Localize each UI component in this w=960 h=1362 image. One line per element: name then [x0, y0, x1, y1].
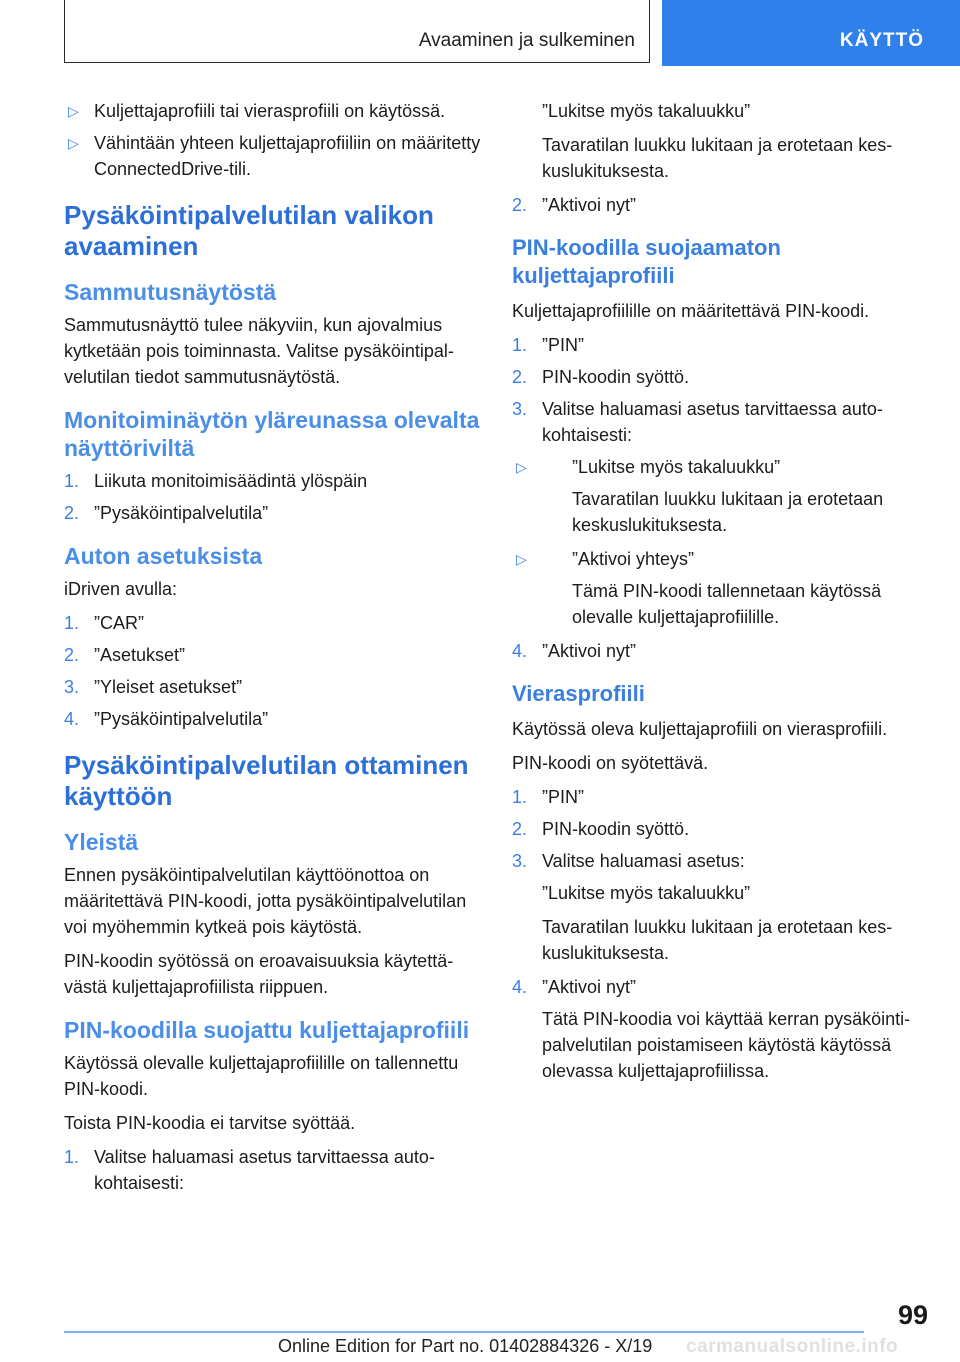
paragraph: Ennen pysäköintipalvelutilan käyttöönottoa on määritettävä PIN-koodi, jotta pysäköintipalvelutilan voi myöhemmin kytkeä pois käytöstä. [64, 865, 467, 937]
chapter-tab[interactable] [662, 0, 960, 66]
heading-guest-profile: Vierasprofiili [512, 681, 645, 706]
step-item: 1. ”PIN” [512, 787, 584, 807]
option-description: Tätä PIN-koodia voi käyttää kerran pysäköintipalvelutilan poistamiseen käytöstä käytössä olevassa kuljettajaprofiilissa. [542, 1009, 911, 1081]
step-item: 2. ”Aktivoi nyt” [512, 195, 637, 215]
list-item: ▷ Vähintään yhteen kuljettajaprofiiliin on määritetty ConnectedDrive-tili. [64, 130, 484, 182]
step-item: 2. ”Pysäköintipalvelutila” [64, 503, 269, 523]
heading-unprotected-profile: PIN-koodilla suojaamaton kuljettajaprofiili [512, 235, 781, 288]
heading-general: Yleistä [64, 829, 139, 855]
triangle-bullet-icon: ▷ [516, 459, 527, 475]
sub-list-item: ▷ ”Aktivoi yhteys” [512, 546, 932, 572]
paragraph: PIN-koodin syötössä on eroavaisuuksia käytettävästä kuljettajaprofiilista riippuen. [64, 951, 454, 997]
step-item: 3. Valitse haluamasi asetus tarvittaessa autokohtaisesti: [512, 399, 883, 445]
step-item: 1. Valitse haluamasi asetus tarvittaessa autokohtaisesti: [64, 1147, 435, 1193]
option-description: Tavaratilan luukku lukitaan ja erotetaan keskuslukituksesta. [542, 917, 893, 963]
sub-list-item: ▷ ”Lukitse myös takaluukku” [512, 454, 932, 480]
step-item: 2. PIN-koodin syöttö. [512, 819, 690, 839]
step-item: 4. ”Aktivoi nyt” [512, 977, 637, 997]
step-item: 3. ”Yleiset asetukset” [64, 677, 243, 697]
option-description: Tämä PIN-koodi tallennetaan käytössä olevalle kuljettajaprofiilille. [572, 581, 882, 627]
option-description: Tavaratilan luukku lukitaan ja erotetaan keskuslukituksesta. [542, 135, 893, 181]
step-item: 4. ”Aktivoi nyt” [512, 641, 637, 661]
step-item: 1. ”PIN” [512, 335, 584, 355]
option-label: ”Lukitse myös takaluukku” [542, 101, 751, 121]
heading-car-settings: Auton asetuksista [64, 543, 263, 569]
footer-edition: Online Edition for Part no. 01402884326 - X/19 [278, 1336, 653, 1356]
triangle-bullet-icon: ▷ [516, 551, 527, 567]
triangle-bullet-icon: ▷ [68, 135, 79, 151]
step-item: 4. ”Pysäköintipalvelutila” [64, 709, 269, 729]
paragraph: Kuljettajaprofiilille on määritettävä PIN-koodi. [512, 301, 870, 321]
page-number: 99 [898, 1300, 929, 1330]
step-item: 1. ”CAR” [64, 613, 144, 633]
option-description: Tavaratilan luukku lukitaan ja erotetaan keskuslukituksesta. [572, 489, 884, 535]
chapter-tab-label: KÄYTTÖ [839, 30, 924, 51]
triangle-bullet-icon: ▷ [68, 103, 79, 119]
right-column [512, 98, 932, 1092]
left-column [64, 98, 484, 1202]
step-item: 1. Liikuta monitoimisäädintä ylöspäin [64, 471, 368, 491]
watermark: carmanualsonline.info [686, 1336, 899, 1357]
paragraph: iDriven avulla: [64, 579, 178, 599]
heading-protected-profile: PIN-koodilla suojattu kuljettajaprofiili [64, 1017, 470, 1043]
section-title: Avaaminen ja sulkeminen [418, 30, 635, 51]
step-item: 2. PIN-koodin syöttö. [512, 367, 690, 387]
paragraph: Käytössä oleva kuljettajaprofiili on vierasprofiili. [512, 719, 888, 739]
heading-shutdown: Sammutusnäytöstä [64, 279, 277, 305]
paragraph: Käytössä olevalle kuljettajaprofiilille on tallennettu PIN-koodi. [64, 1053, 459, 1099]
step-item: 2. ”Asetukset” [64, 645, 186, 665]
paragraph: PIN-koodi on syötettävä. [512, 753, 709, 773]
header-frame [64, 0, 650, 63]
heading-enable: Pysäköintipalvelutilan ottaminen käyttöön [64, 750, 469, 811]
list-item: ▷ Kuljettajaprofiili tai vierasprofiili on käytössä. [64, 98, 484, 124]
heading-open-menu: Pysäköintipalvelutilan valikon avaaminen [64, 200, 434, 261]
step-item: 3. Valitse haluamasi asetus: [512, 851, 745, 871]
footer-divider [64, 1331, 864, 1333]
paragraph: Toista PIN-koodia ei tarvitse syöttää. [64, 1113, 356, 1133]
paragraph: Sammutusnäyttö tulee näkyviin, kun ajovalmius kytketään pois toiminnasta. Valitse pysäköintipalvelutilan tiedot sammutusnäytöstä. [64, 315, 454, 387]
heading-monitor: Monitoiminäytön yläreunassa olevalta näyttöriviltä [64, 407, 480, 461]
option-label: ”Lukitse myös takaluukku” [542, 883, 751, 903]
